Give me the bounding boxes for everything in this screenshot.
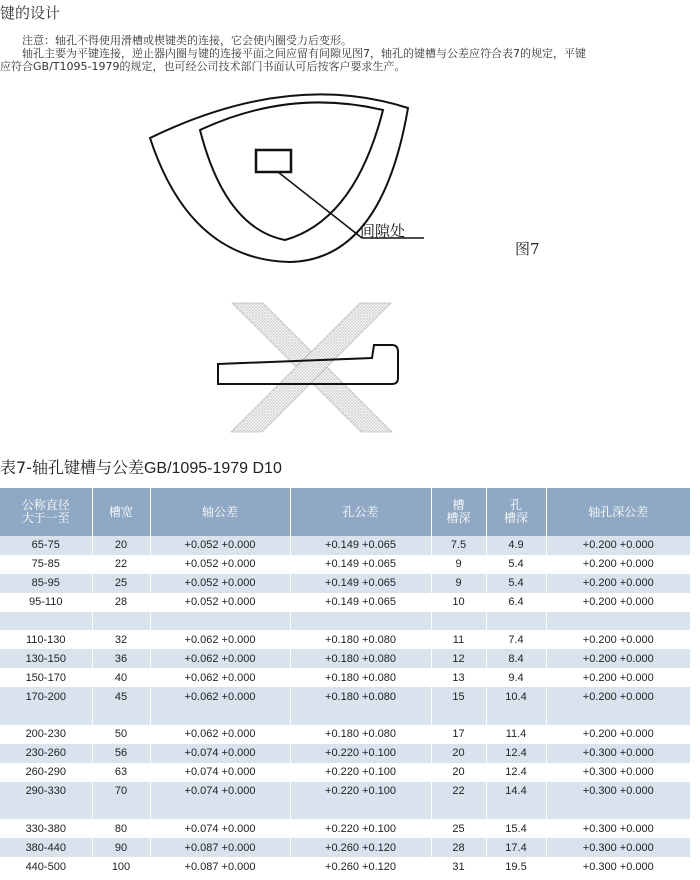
cell-slot-width: 36 [92, 649, 150, 668]
cell-slot-width: 45 [92, 687, 150, 706]
cell-depth-tolerance: +0.200 +0.000 [582, 671, 654, 684]
spacer-cell [290, 706, 431, 725]
cell-depth-tolerance: +0.200 +0.000 [582, 728, 654, 741]
cell-slot-depth: 25 [431, 819, 486, 838]
spacer-cell [546, 800, 690, 819]
cell-diameter: 150-170 [0, 668, 92, 687]
keyway-figure [0, 90, 700, 450]
keyway-tolerance-table [0, 488, 690, 876]
cell-slot-depth: 28 [431, 838, 486, 857]
cell-slot-width: 50 [92, 725, 150, 744]
cell-slot-width: 63 [92, 763, 150, 782]
table-row [0, 668, 690, 687]
spacer-cell [92, 706, 150, 725]
cell-hole-tolerance: +0.180 +0.080 [290, 687, 431, 706]
cell-shaft-tolerance: +0.062 +0.000 [150, 668, 290, 687]
cell-hole-tolerance: +0.220 +0.100 [290, 744, 431, 763]
table-row [0, 536, 690, 555]
table-row [0, 630, 690, 649]
spacer-cell [92, 800, 150, 819]
cell-hole-depth: 15.4 [486, 819, 546, 838]
cell-hole-depth: 12.4 [486, 763, 546, 782]
cell-shaft-tolerance: +0.062 +0.000 [150, 725, 290, 744]
table-row [0, 555, 690, 574]
cell-slot-depth: 10 [431, 593, 486, 612]
spacer-cell [486, 800, 546, 819]
spacer-cell [150, 706, 290, 725]
cell-hole-tolerance: +0.180 +0.080 [290, 649, 431, 668]
cell-depth-tolerance: +0.200 +0.000 [582, 690, 654, 703]
cell-slot-width: 25 [92, 574, 150, 593]
group-spacer-row [0, 800, 690, 819]
cell-slot-depth: 7.5 [431, 536, 486, 555]
cell-hole-depth: 5.4 [486, 574, 546, 593]
table-row [0, 687, 690, 706]
cell-slot-width: 100 [92, 857, 150, 876]
cell-hole-tolerance: +0.149 +0.065 [290, 593, 431, 612]
spacer-cell [486, 706, 546, 725]
cell-depth-tolerance: +0.200 +0.000 [582, 652, 654, 665]
cell-depth-tolerance: +0.200 +0.000 [582, 596, 654, 609]
cell-slot-width: 56 [92, 744, 150, 763]
table-title: 表7-轴孔键槽与公差GB/1095-1979 D10 [0, 458, 282, 477]
spacer-cell [150, 800, 290, 819]
table-row [0, 782, 690, 801]
cell-diameter: 130-150 [0, 649, 92, 668]
spacer-cell [546, 612, 690, 631]
cell-hole-tolerance: +0.180 +0.080 [290, 668, 431, 687]
cell-slot-depth: 31 [431, 857, 486, 876]
cell-slot-depth: 20 [431, 744, 486, 763]
spacer-cell [546, 706, 690, 725]
cell-hole-depth: 4.9 [486, 536, 546, 555]
table-row [0, 819, 690, 838]
figure-caption: 图7 [515, 240, 540, 258]
table-row [0, 838, 690, 857]
group-spacer-row [0, 612, 690, 631]
spacer-cell [431, 612, 486, 631]
cell-diameter: 75-85 [0, 555, 92, 574]
note-line-1: 注意：轴孔不得使用滑槽或楔键类的连接，它会使内圈受力后变形。 [22, 34, 352, 47]
cell-depth-tolerance: +0.300 +0.000 [582, 747, 654, 760]
cell-shaft-tolerance: +0.062 +0.000 [150, 649, 290, 668]
cell-slot-depth: 17 [431, 725, 486, 744]
cell-hole-tolerance: +0.260 +0.120 [290, 838, 431, 857]
spacer-cell [431, 800, 486, 819]
table-row [0, 857, 690, 876]
cell-slot-depth: 11 [431, 630, 486, 649]
section-title: 键的设计 [0, 4, 61, 22]
cell-diameter: 65-75 [0, 536, 92, 555]
header-hole-tolerance: 孔公差 [290, 488, 431, 536]
cell-hole-depth: 12.4 [486, 744, 546, 763]
spacer-cell [92, 612, 150, 631]
spacer-cell [290, 612, 431, 631]
cell-diameter: 290-330 [0, 782, 92, 801]
cell-slot-depth: 20 [431, 763, 486, 782]
cell-depth-tolerance: +0.300 +0.000 [582, 822, 654, 835]
cell-diameter: 110-130 [0, 630, 92, 649]
cell-hole-tolerance: +0.149 +0.065 [290, 574, 431, 593]
cell-depth-tolerance: +0.200 +0.000 [582, 539, 654, 552]
cell-depth-tolerance: +0.200 +0.000 [582, 558, 654, 571]
cell-slot-width: 70 [92, 782, 150, 801]
cell-hole-depth: 6.4 [486, 593, 546, 612]
cell-shaft-tolerance: +0.074 +0.000 [150, 782, 290, 801]
cell-hole-tolerance: +0.220 +0.100 [290, 763, 431, 782]
group-spacer-row [0, 706, 690, 725]
spacer-cell [290, 800, 431, 819]
cell-hole-tolerance: +0.180 +0.080 [290, 725, 431, 744]
cell-hole-tolerance: +0.220 +0.100 [290, 819, 431, 838]
cell-slot-width: 20 [92, 536, 150, 555]
cell-shaft-tolerance: +0.062 +0.000 [150, 687, 290, 706]
spacer-cell [431, 706, 486, 725]
spacer-cell [150, 612, 290, 631]
table-row [0, 725, 690, 744]
cell-shaft-tolerance: +0.052 +0.000 [150, 574, 290, 593]
cell-slot-width: 80 [92, 819, 150, 838]
cell-diameter: 440-500 [0, 857, 92, 876]
table-body [0, 536, 690, 876]
header-slot-width: 槽宽 [92, 488, 150, 536]
cell-hole-depth: 14.4 [486, 782, 546, 801]
cell-diameter: 85-95 [0, 574, 92, 593]
cell-shaft-tolerance: +0.052 +0.000 [150, 593, 290, 612]
cell-hole-depth: 5.4 [486, 555, 546, 574]
header-diameter: 公称直径 大于一至 [0, 488, 92, 536]
gap-label: 间隙处 [360, 222, 406, 240]
cell-diameter: 260-290 [0, 763, 92, 782]
cell-hole-tolerance: +0.220 +0.100 [290, 782, 431, 801]
cell-slot-width: 28 [92, 593, 150, 612]
spacer-cell [0, 706, 92, 725]
note-line-3: 应符合GB/T1095-1979的规定，也可经公司技术部门书面认可后按客户要求生产。 [0, 60, 406, 73]
cell-diameter: 380-440 [0, 838, 92, 857]
cell-slot-depth: 15 [431, 687, 486, 706]
cell-hole-depth: 19.5 [486, 857, 546, 876]
cell-depth-tolerance: +0.200 +0.000 [582, 577, 654, 590]
header-depth-tolerance: 轴孔深公差 [588, 504, 649, 519]
note-line-2: 轴孔主要为平键连接，逆止器内圈与键的连接平面之间应留有间隙见图7，轴孔的键槽与公差应符合表7的规定，平键 [22, 47, 586, 60]
cell-shaft-tolerance: +0.052 +0.000 [150, 536, 290, 555]
table-row [0, 763, 690, 782]
cell-hole-tolerance: +0.180 +0.080 [290, 630, 431, 649]
cell-shaft-tolerance: +0.074 +0.000 [150, 744, 290, 763]
cell-depth-tolerance: +0.300 +0.000 [582, 766, 654, 779]
cell-diameter: 330-380 [0, 819, 92, 838]
header-slot-depth: 槽 槽深 [431, 488, 486, 536]
cell-slot-depth: 13 [431, 668, 486, 687]
cell-shaft-tolerance: +0.052 +0.000 [150, 555, 290, 574]
cell-hole-depth: 11.4 [486, 725, 546, 744]
cell-shaft-tolerance: +0.062 +0.000 [150, 630, 290, 649]
cell-shaft-tolerance: +0.087 +0.000 [150, 838, 290, 857]
key-section-drawing [218, 303, 398, 432]
table-row [0, 649, 690, 668]
table-row [0, 593, 690, 612]
header-shaft-tolerance: 轴公差 [150, 488, 290, 536]
spacer-cell [0, 612, 92, 631]
cell-hole-tolerance: +0.149 +0.065 [290, 555, 431, 574]
cell-hole-depth: 7.4 [486, 630, 546, 649]
cell-depth-tolerance: +0.300 +0.000 [582, 785, 654, 798]
cell-diameter: 170-200 [0, 687, 92, 706]
cell-shaft-tolerance: +0.074 +0.000 [150, 819, 290, 838]
table-row [0, 744, 690, 763]
cell-slot-width: 90 [92, 838, 150, 857]
table-row [0, 574, 690, 593]
design-notes [0, 34, 700, 73]
cell-hole-depth: 8.4 [486, 649, 546, 668]
cell-shaft-tolerance: +0.087 +0.000 [150, 857, 290, 876]
spacer-cell [0, 800, 92, 819]
table-header-row [0, 488, 690, 536]
cell-slot-width: 40 [92, 668, 150, 687]
cell-depth-tolerance: +0.300 +0.000 [582, 860, 654, 873]
cell-slot-width: 22 [92, 555, 150, 574]
cell-diameter: 230-260 [0, 744, 92, 763]
cell-slot-depth: 9 [431, 555, 486, 574]
cell-depth-tolerance: +0.300 +0.000 [582, 841, 654, 854]
spacer-cell [486, 612, 546, 631]
cell-slot-width: 32 [92, 630, 150, 649]
cell-hole-depth: 17.4 [486, 838, 546, 857]
cell-diameter: 95-110 [0, 593, 92, 612]
cell-hole-tolerance: +0.260 +0.120 [290, 857, 431, 876]
cell-hole-depth: 9.4 [486, 668, 546, 687]
cell-slot-depth: 12 [431, 649, 486, 668]
cell-diameter: 200-230 [0, 725, 92, 744]
cell-shaft-tolerance: +0.074 +0.000 [150, 763, 290, 782]
cell-slot-depth: 9 [431, 574, 486, 593]
cell-hole-tolerance: +0.149 +0.065 [290, 536, 431, 555]
cell-hole-depth: 10.4 [486, 687, 546, 706]
header-hole-depth: 孔 槽深 [486, 488, 546, 536]
cell-slot-depth: 22 [431, 782, 486, 801]
cell-depth-tolerance: +0.200 +0.000 [582, 633, 654, 646]
